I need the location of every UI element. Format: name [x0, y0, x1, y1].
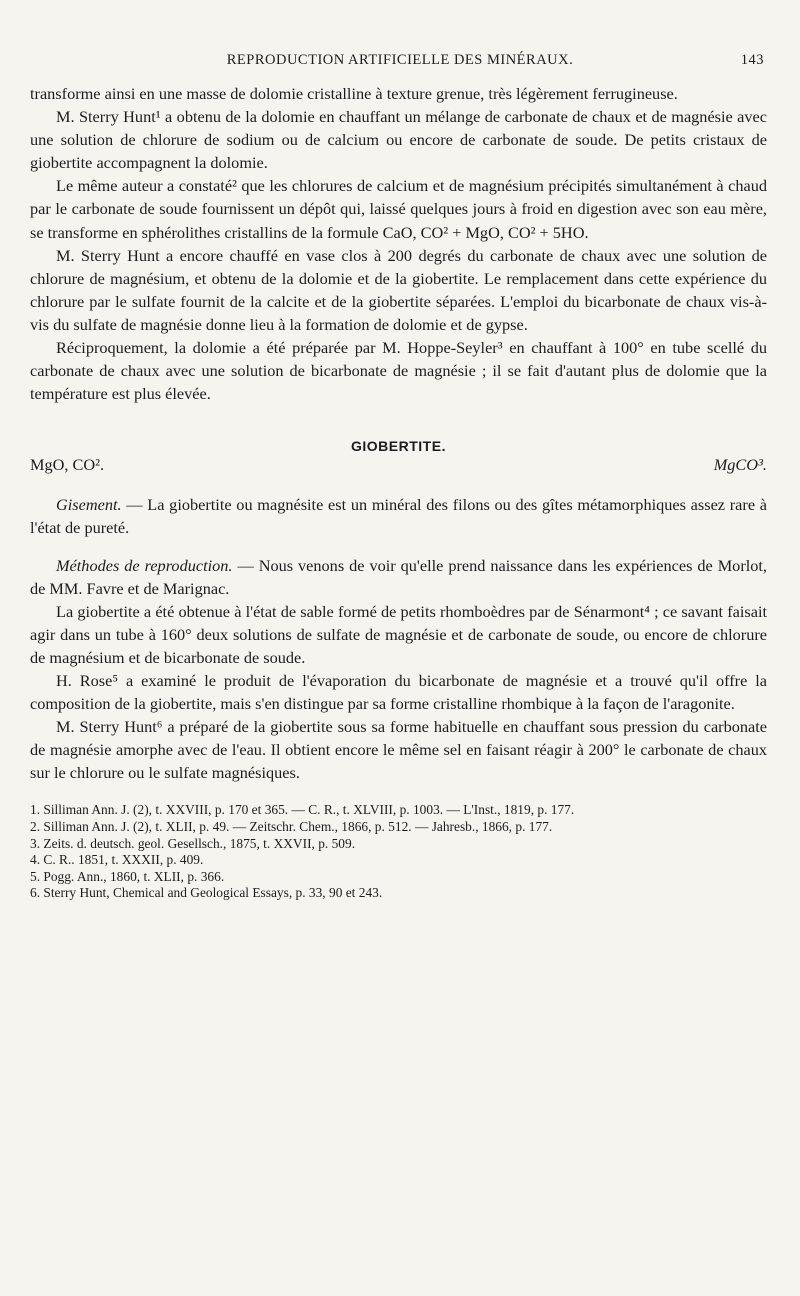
- section-title: GIOBERTITE.: [351, 438, 446, 455]
- footnote: 3. Zeits. d. deutsch. geol. Gesellsch., 1875, t. XXVII, p. 509.: [30, 835, 356, 851]
- paragraph-gisement: [30, 493, 767, 539]
- footnote: 4. C. R.. 1851, t. XXXII, p. 409.: [30, 852, 204, 868]
- formula-row: [30, 453, 767, 479]
- footnote: 1. Silliman Ann. J. (2), t. XXVIII, p. 170 et 365. — C. R., t. XLVIII, p. 1003. — L'Inst., 1819, p. 177.: [30, 802, 575, 818]
- paragraph: H. Rose⁵ a examiné le produit de l'évaporation du bicarbonate de magnésie et a trouvé qu'il offre la composition de la giobertite, mais s'en distingue par sa forme cristalline rhombique à la façon de l'aragonite.: [30, 670, 767, 714]
- page-body: [30, 82, 767, 902]
- formula-right: MgCO³.: [713, 455, 767, 475]
- paragraph: M. Sterry Hunt a encore chauffé en vase clos à 200 degrés du carbonate de chaux avec une solution de chlorure de magnésium, et obtenu de la dolomie et de la giobertite. Le remplacement dans cette expérience du chlorure par le sulfate fournit de la calcite et de la giobertite séparées. L'emploi du bicarbonate de chaux vis-à-vis du sulfate de magnésie donne lieu à la formation de dolomie et de gypse.: [30, 245, 767, 334]
- runin-heading: Gisement.: [56, 495, 122, 515]
- running-title: REPRODUCTION ARTIFICIELLE DES MINÉRAUX.: [226, 52, 574, 68]
- paragraph: Le même auteur a constaté² que les chlorures de calcium et de magnésium précipités simultanément à chaud par le carbonate de soude fournissent un dépôt qui, laissé quelques jours à froid en digestion avec son eau mère, se transforme en sphérolithes cristallins de la formule CaO, CO² + MgO, CO² + 5HO.: [30, 176, 767, 242]
- footnote: 2. Silliman Ann. J. (2), t. XLII, p. 49. — Zeitschr. Chem., 1866, p. 512. — Jahresb., 1866, p. 177.: [30, 819, 553, 835]
- page-header: [30, 52, 770, 72]
- page-number: 143: [740, 52, 764, 68]
- footnote: 6. Sterry Hunt, Chemical and Geological Essays, p. 33, 90 et 243.: [30, 885, 383, 901]
- formula-left: MgO, CO².: [30, 455, 105, 475]
- paragraph: transforme ainsi en une masse de dolomie cristalline à texture grenue, très légèrement ferrugineuse.: [30, 84, 678, 103]
- footnotes: [30, 802, 767, 902]
- paragraph: La giobertite a été obtenue à l'état de sable formé de petits rhomboèdres par de Sénarmont⁴ ; ce savant faisait agir dans un tube à 160° deux solutions de sulfate de magnésie et de carbonate de soude, ou encore de chlorure de magnésium et de bicarbonate de soude.: [30, 601, 767, 667]
- footnote: 5. Pogg. Ann., 1860, t. XLII, p. 366.: [30, 868, 225, 884]
- paragraph: M. Sterry Hunt⁶ a préparé de la giobertite sous sa forme habituelle en chauffant sous pression du carbonate de magnésie amorphe avec de l'eau. Il obtient encore le même sel en faisant réagir à 200° le carbonate de chaux sur le chlorure ou le sulfate magnésiques.: [30, 717, 767, 783]
- paragraph: Réciproquement, la dolomie a été préparée par M. Hoppe-Seyler³ en chauffant à 100° en tube scellé du carbonate de chaux avec une solution de bicarbonate de magnésie ; il se fait d'autant plus de dolomie que la température est plus élevée.: [30, 338, 767, 404]
- paragraph-text: — Nous venons de voir qu'elle prend naissance dans les expériences de Morlot, de MM. Favre et de Marignac.: [30, 555, 768, 598]
- paragraph-text: — La giobertite ou magnésite est un minéral des filons ou des gîtes métamorphiques assez rare à l'état de pureté.: [30, 495, 767, 538]
- runin-heading: Méthodes de reproduction.: [56, 555, 233, 575]
- paragraph: M. Sterry Hunt¹ a obtenu de la dolomie en chauffant un mélange de carbonate de chaux et de magnésie avec une solution de chlorure de sodium ou de calcium ou encore de carbonate de soude. De petits cristaux de giobertite accompagnent la dolomie.: [30, 107, 767, 173]
- paragraph-methodes: [30, 554, 767, 600]
